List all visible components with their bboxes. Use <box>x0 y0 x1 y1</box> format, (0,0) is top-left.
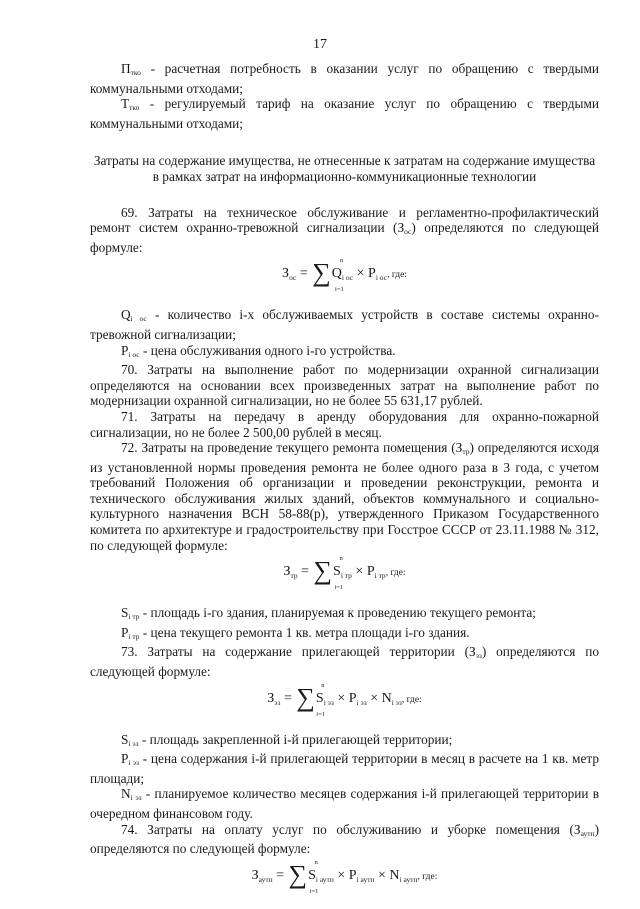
paragraph-70: 70. Затраты на выполнение работ по модернизации охранной сигнализации определяются на основании всех произведенных затрат на выполнение работ по модернизации охранной сигнализации, но не более 55 631,17 рублей. <box>90 362 599 409</box>
definition-p-tko: $П_{тко}$ - расчетная потребность в оказании услуг по обращению с твердыми коммунальными отходами; <box>90 61 599 96</box>
sum-sign: ∑ <box>288 859 308 889</box>
definition-q-os: $Q_{i ос}$ - количество i-х обслуживаемых устройств в составе системы охранно-тревожной сигнализации; <box>90 307 599 342</box>
paragraph-71: 71. Затраты на передачу в аренду оборудования для охранно-пожарной сигнализации, но не более 2 500,00 рублей в месяц. <box>90 408 599 440</box>
formula-expression: $З_{ос}$ = ∑ n i=1 $Q_{i ос} \times P_{i ос}$, где: <box>282 257 407 294</box>
paragraph-69: 69. Затраты на техническое обслуживание и регламентно-профилактический ремонт систем охранно-тревожной сигнализации $(З_{ос})$ определяются по следующей формуле: <box>90 204 599 255</box>
sum-sign: ∑ <box>312 258 331 288</box>
sum-sign: ∑ <box>313 556 333 586</box>
formula-expression: $З_{тр}$ = ∑ n i=1 $S_{i тр} \times P_{i тр}$, где: <box>283 555 406 592</box>
page-number: 17 <box>313 37 327 52</box>
formula-expression: $З_{эз}$ = ∑ n i=1 $S_{i эз} \times P_{i эз} \times N_{i эз}$, где: <box>267 681 422 718</box>
definition-t-tko: $Т_{тко}$ - регулируемый тариф на оказание услуг по обращению с твердыми коммунальными отходами; <box>90 96 599 131</box>
paragraph-74: 74. Затраты на оплату услуг по обслуживанию и уборке помещения $(З_{аутп})$ определяются по следующей формуле: <box>90 821 599 857</box>
sum-sign: ∑ <box>296 682 315 712</box>
section-heading: Затраты на содержание имущества, не отнесенные к затратам на содержание имущества в рамках затрат на информационно-коммуникационные технологии <box>93 153 596 184</box>
definition-p-ez: $P_{i эз}$ - цена содержания i-й прилегающей территории в месяц в расчете на 1 кв. метр площади; <box>90 751 600 786</box>
definition-p-tr: $P_{i тр}$ - цена текущего ремонта 1 кв. метра площади i-го здания. <box>121 624 470 641</box>
formula-72 <box>90 555 599 605</box>
definition-p-os: $P_{i ос}$ - цена обслуживания одного i-го устройства. <box>121 342 396 359</box>
document-body <box>90 61 599 909</box>
definition-s-tr: $S_{i тр}$ - площадь i-го здания, планируемая к проведению текущего ремонта; <box>121 605 536 622</box>
definition-n-ez: $N_{i эз}$ - планируемое количество месяцев содержания i-й прилегающей территории в очередном финансовом году. <box>90 786 599 821</box>
formula-69 <box>90 257 599 307</box>
formula-73 <box>90 681 599 732</box>
formula-expression: $З_{аутп}$ = ∑ n i=1 $S_{i аутп} \times P_{i аутп} \times N_{i аутп}$, где: <box>251 858 438 895</box>
formula-74 <box>90 858 599 909</box>
definition-s-ez: $S_{i эз}$ - площадь закрепленной i-й прилегающей территории; <box>121 731 453 748</box>
paragraph-73: 73. Затраты на содержание прилегающей территории $(З_{эз})$ определяются по следующей формуле: <box>90 644 599 680</box>
paragraph-72: 72. Затраты на проведение текущего ремонта помещения $(З_{тр})$ определяются исходя из установленной нормы проведения ремонта не более одного раза в 3 года, с учетом требований Положения об организации и проведении реконструкции, ремонта и технического обслуживания жилых зданий, объектов коммунального и социально-культурного назначения ВСН 58-88(р), утвержденного Приказом Государственного комитета по архитектуре и градостроительству при Госстрое СССР от 23.11.1988 № 312, по следующей формуле: <box>90 440 600 553</box>
